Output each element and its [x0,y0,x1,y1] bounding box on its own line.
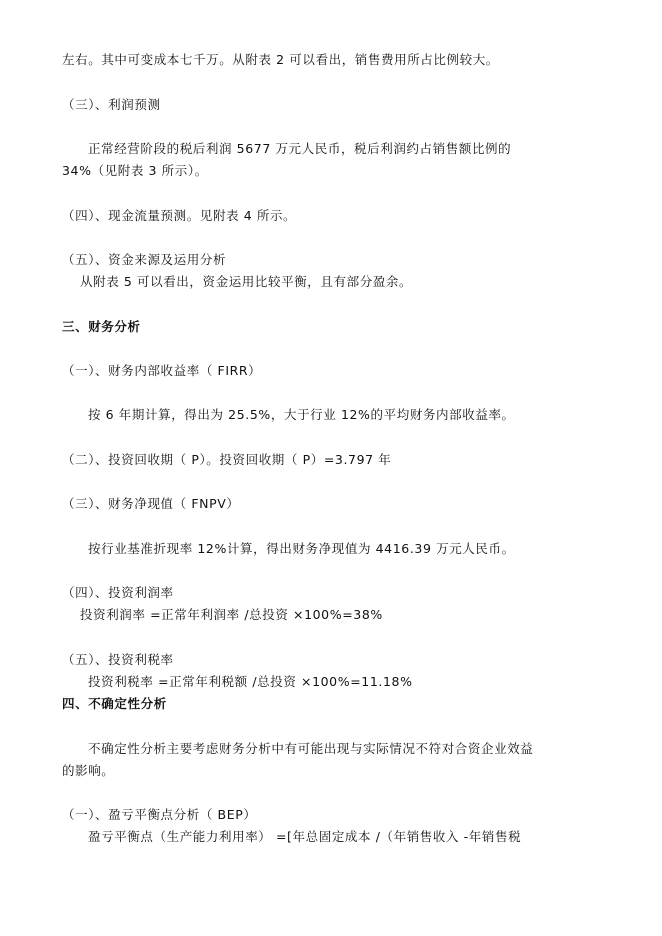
section-heading: 三、财务分析 [62,319,141,334]
body-text: 按行业基准折现率 12%计算，得出财务净现值为 4416.39 万元人民币。 [88,541,515,556]
body-text: 从附表 5 可以看出，资金运用比较平衡，且有部分盈余。 [80,274,413,289]
body-text: 左右。其中可变成本七千万。从附表 2 可以看出，销售费用所占比例较大。 [62,52,499,67]
subheading: （二）、投资回收期（ P）。投资回收期（ P）=3.797 年 [62,452,392,467]
body-text: 正常经营阶段的税后利润 5677 万元人民币，税后利润约占销售额比例的 [88,141,512,156]
section-heading: 四、不确定性分析 [62,696,167,711]
subheading: （一）、财务内部收益率（ FIRR） [62,363,262,378]
subheading: （一）、盈亏平衡点分析（ BEP） [62,807,257,822]
formula-text: 盈亏平衡点（生产能力利用率） =[年总固定成本 /（年销售收入 -年销售税 [88,829,522,844]
body-text: 的影响。 [62,763,115,778]
body-text: 34%（见附表 3 所示）。 [62,163,208,178]
subheading: （五）、资金来源及运用分析 [62,252,227,267]
formula-text: 投资利润率 =正常年利润率 /总投资 ×100%=38% [80,607,383,622]
subheading: （四）、投资利润率 [62,585,174,600]
subheading: （三）、财务净现值（ FNPV） [62,496,240,511]
subheading: （三）、利润预测 [62,97,161,112]
body-text: 按 6 年期计算，得出为 25.5%，大于行业 12%的平均财务内部收益率。 [88,407,515,422]
subheading: （四）、现金流量预测。见附表 4 所示。 [62,208,297,223]
body-text: 不确定性分析主要考虑财务分析中有可能出现与实际情况不符对合资企业效益 [88,741,534,756]
subheading: （五）、投资利税率 [62,652,174,667]
formula-text: 投资利税率 =正常年利税额 /总投资 ×100%=11.18% [88,674,413,689]
